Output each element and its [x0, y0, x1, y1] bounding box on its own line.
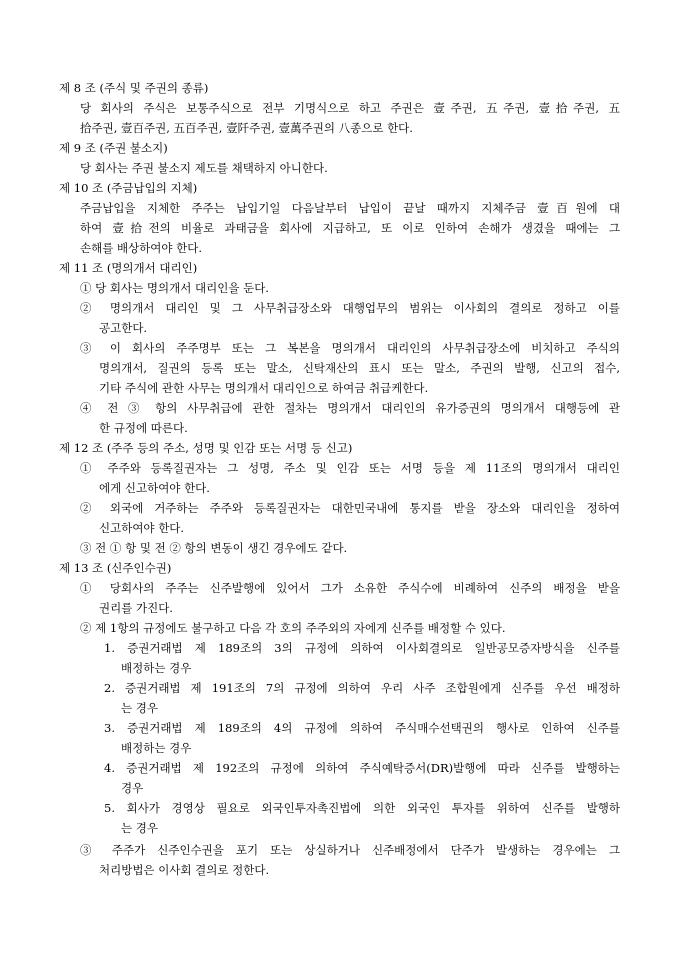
article-13-subitem-3-line-2: 배정하는 경우	[121, 741, 192, 755]
article-13-subitem-1-line-2: 배정하는 경우	[121, 661, 192, 675]
article-12-item-2-line-1: ② 외국에 거주하는 주주와 등록질권자는 대한민국내에 통지를 받을 장소와 대리인을 정하여	[80, 501, 620, 515]
article-8-heading: 제 8 조 (주식 및 주권의 종류)	[59, 81, 209, 95]
article-13-subitem-1-line-1: 1. 증권거래법 제 189조의 3의 규정에 의하여 이사회결의로 일반공모증자방식을 신주를	[104, 641, 620, 655]
article-11-item-3-line-1: ③ 이 회사의 주주명부 또는 그 복본을 명의개서 대리인의 사무취급장소에 비치하고 주식의	[80, 341, 620, 355]
article-13-subitem-4-line-2: 경우	[121, 781, 144, 795]
article-13-item-3-line-1: ③ 주주가 신주인수권을 포기 또는 상실하거나 신주배정에서 단주가 발생하는 경우에는 그	[80, 843, 620, 857]
article-11-heading: 제 11 조 (명의개서 대리인)	[59, 261, 198, 275]
article-11-item-4-line-1: ④ 전 ③ 항의 사무취급에 관한 절차는 명의개서 대리인의 유가증권의 명의개서 대행등에 관	[80, 401, 620, 415]
article-13-item-2: ② 제 1항의 규정에도 불구하고 다음 각 호의 주주외의 자에게 신주를 배정할 수 있다.	[80, 621, 506, 635]
article-13-subitem-5-line-2: 는 경우	[121, 821, 158, 835]
article-13-item-3-line-2: 처리방법은 이사회 결의로 정한다.	[99, 863, 270, 877]
article-10-text-line-2: 하여 壹拾전의 비율로 과태금을 회사에 지급하고, 또 이로 인하여 손해가 생겼을 때에는 그	[80, 221, 620, 235]
article-10-text-line-1: 주금납입을 지체한 주주는 납입기일 다음날부터 납입이 끝날 때까지 지체주금 壹百원에 대	[80, 201, 620, 215]
article-11-item-3-line-3: 기타 주식에 관한 사무는 명의개서 대리인으로 하여금 취급케한다.	[99, 381, 429, 395]
article-12-item-3: ③ 전 ① 항 및 전 ② 항의 변동이 생긴 경우에도 같다.	[80, 541, 348, 555]
article-11-item-1: ① 당 회사는 명의개서 대리인을 둔다.	[80, 281, 269, 295]
article-13-subitem-5-line-1: 5. 회사가 경영상 필요로 외국인투자촉진법에 의한 외국인 투자를 위하여 신주를 발행하	[104, 801, 620, 815]
article-8-text-line-2: 拾주권, 壹百주권, 五百주권, 壹阡주권, 壹萬주권의 八종으로 한다.	[80, 121, 413, 135]
article-12-item-1-line-2: 에게 신고하여야 한다.	[99, 481, 210, 495]
article-10-text-line-3: 손해를 배상하여야 한다.	[80, 241, 203, 255]
article-12-item-1-line-1: ① 주주와 등록질권자는 그 성명, 주소 및 인감 또는 서명 등을 제 11조의 명의개서 대리인	[80, 461, 620, 475]
article-13-heading: 제 13 조 (신주인수권)	[59, 561, 172, 575]
article-10-heading: 제 10 조 (주금납입의 지체)	[59, 181, 198, 195]
article-11-item-2-line-2: 공고한다.	[99, 321, 148, 335]
article-8-text-line-1: 당 회사의 주식은 보통주식으로 전부 기명식으로 하고 주권은 壹주권, 五주권, 壹拾주권, 五	[80, 101, 620, 115]
article-11-item-2-line-1: ② 명의개서 대리인 및 그 사무취급장소와 대행업무의 범위는 이사회의 결의로 정하고 이를	[80, 301, 620, 315]
article-13-item-1-line-2: 권리를 가진다.	[99, 601, 173, 615]
article-13-subitem-2-line-1: 2. 증권거래법 제 191조의 7의 규정에 의하여 우리 사주 조합원에게 신주를 우선 배정하	[104, 681, 620, 695]
article-11-item-3-line-2: 명의개서, 질권의 등록 또는 말소, 신탁재산의 표시 또는 말소, 주권의 발행, 신고의 접수,	[99, 361, 620, 375]
article-13-item-1-line-1: ① 당회사의 주주는 신주발행에 있어서 그가 소유한 주식수에 비례하여 신주의 배정을 받을	[80, 581, 620, 595]
article-13-subitem-2-line-2: 는 경우	[121, 701, 158, 715]
article-11-item-4-line-2: 한 규정에 따른다.	[99, 421, 188, 435]
article-9-heading: 제 9 조 (주권 불소지)	[59, 141, 168, 155]
article-12-heading: 제 12 조 (주주 등의 주소, 성명 및 인감 또는 서명 등 신고)	[59, 441, 353, 455]
article-13-subitem-4-line-1: 4. 증권거래법 제 192조의 규정에 의하여 주식예탁증서(DR)발행에 따라 신주를 발행하는	[104, 761, 620, 775]
article-12-item-2-line-2: 신고하여야 한다.	[99, 521, 185, 535]
article-9-text-line-1: 당 회사는 주권 불소지 제도를 채택하지 아니한다.	[80, 161, 328, 175]
article-13-subitem-3-line-1: 3. 증권거래법 제 189조의 4의 규정에 의하여 주식매수선택권의 행사로 인하여 신주를	[104, 721, 620, 735]
